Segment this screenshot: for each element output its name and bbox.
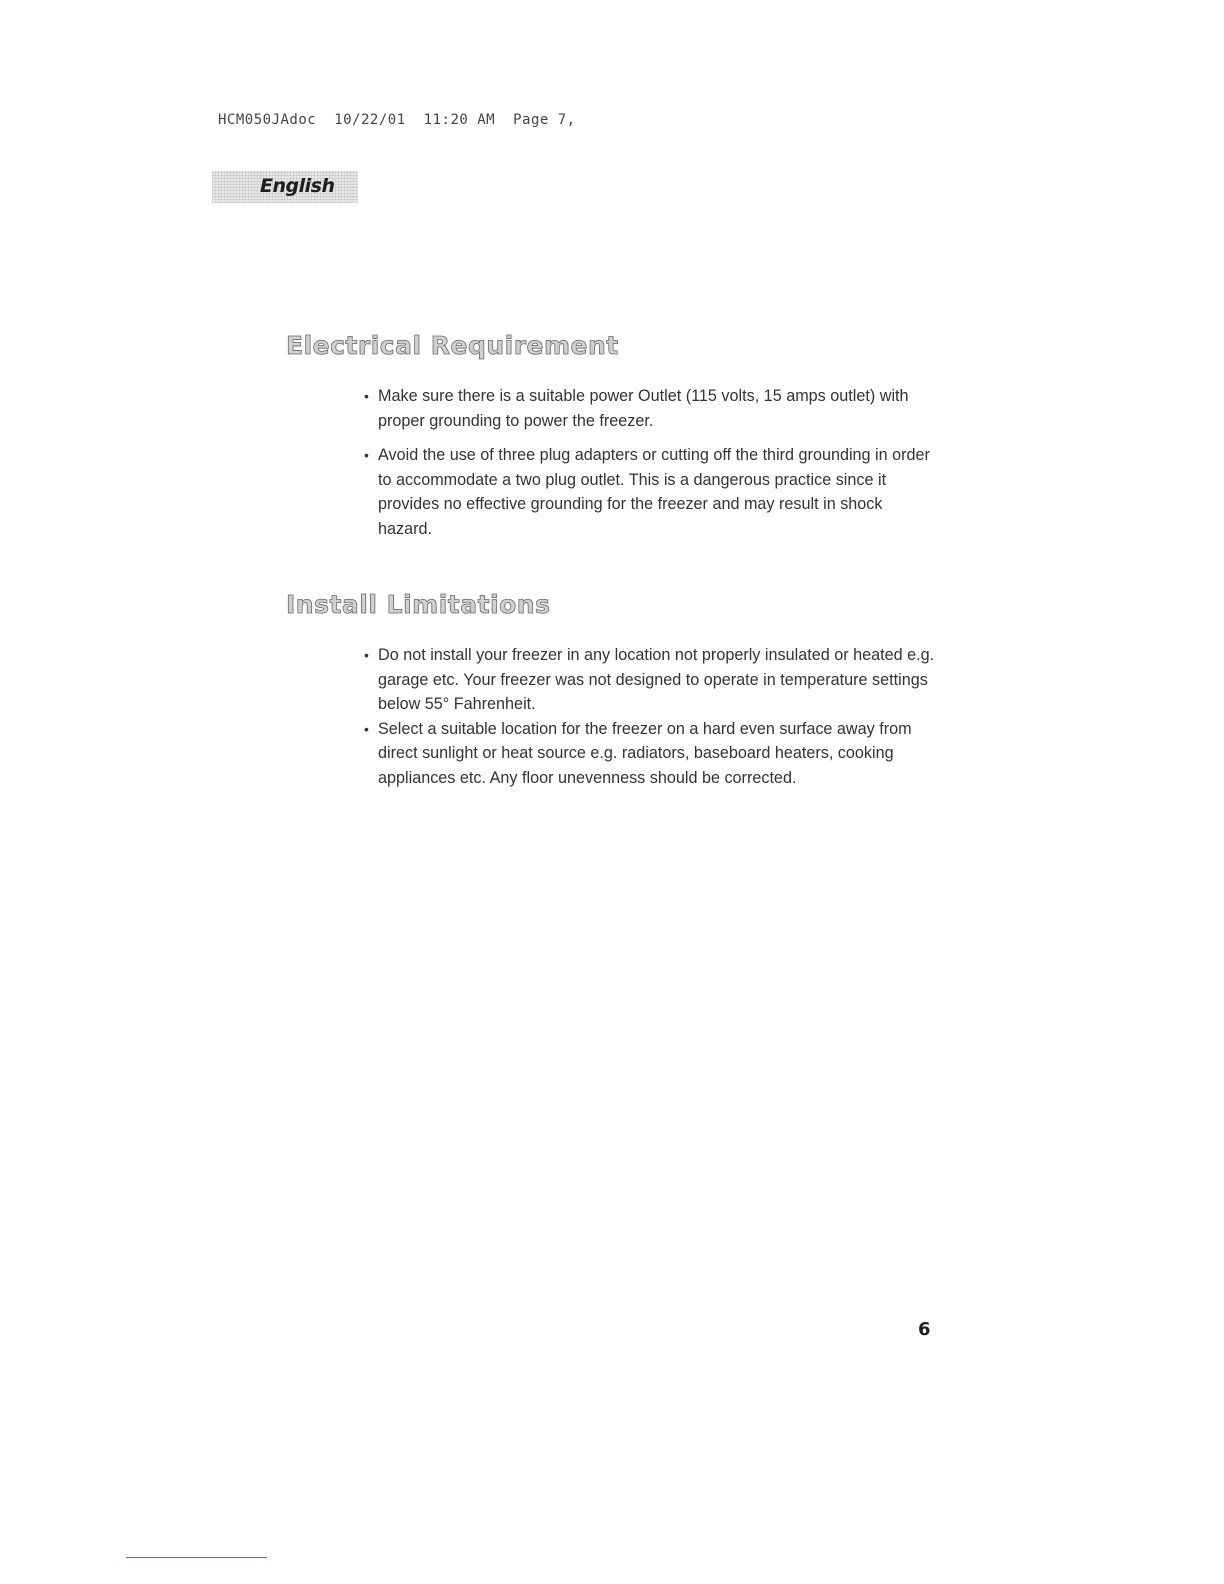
file-header-time: 11:20 AM	[423, 112, 496, 128]
list-item	[364, 443, 939, 541]
bullet-text: Select a suitable location for the freezer on a hard even surface away from direct sunlight or heat source e.g. radiators, baseboard heaters, cooking appliances etc. Any floor unevenness should be corrected.	[378, 719, 912, 787]
page-number: 6	[918, 1319, 931, 1340]
bullet-text: Make sure there is a suitable power Outlet (115 volts, 15 amps outlet) with proper grounding to power the freezer.	[378, 387, 909, 430]
bullet-text: Do not install your freezer in any location not properly insulated or heated e.g. garage etc. Your freezer was not designed to operate in temperature settings below 55° Fahrenheit.	[378, 646, 935, 713]
bullet-icon: •	[364, 388, 369, 404]
list-item	[364, 643, 939, 717]
list-item	[364, 384, 939, 433]
electrical-requirement-list	[364, 384, 939, 551]
language-tab-label: English	[260, 175, 335, 197]
footer-divider	[126, 1557, 267, 1558]
file-header	[218, 112, 594, 128]
language-tab	[212, 171, 358, 203]
bullet-icon: •	[364, 447, 369, 463]
file-header-page: Page 7,	[513, 112, 576, 128]
file-header-filename: HCM050JAdoc	[218, 112, 317, 128]
bullet-icon: •	[364, 720, 369, 737]
list-item	[364, 717, 939, 791]
bullet-text: Avoid the use of three plug adapters or cutting off the third grounding in order to accommodate a two plug outlet. This is a dangerous practice since it provides no effective grounding for the freezer and may result in shock hazard.	[378, 446, 930, 538]
install-limitations-heading: Install Limitations	[286, 590, 551, 619]
bullet-icon: •	[364, 647, 369, 663]
electrical-requirement-heading: Electrical Requirement	[286, 331, 619, 360]
install-limitations-list	[364, 643, 939, 790]
file-header-date: 10/22/01	[334, 112, 406, 128]
